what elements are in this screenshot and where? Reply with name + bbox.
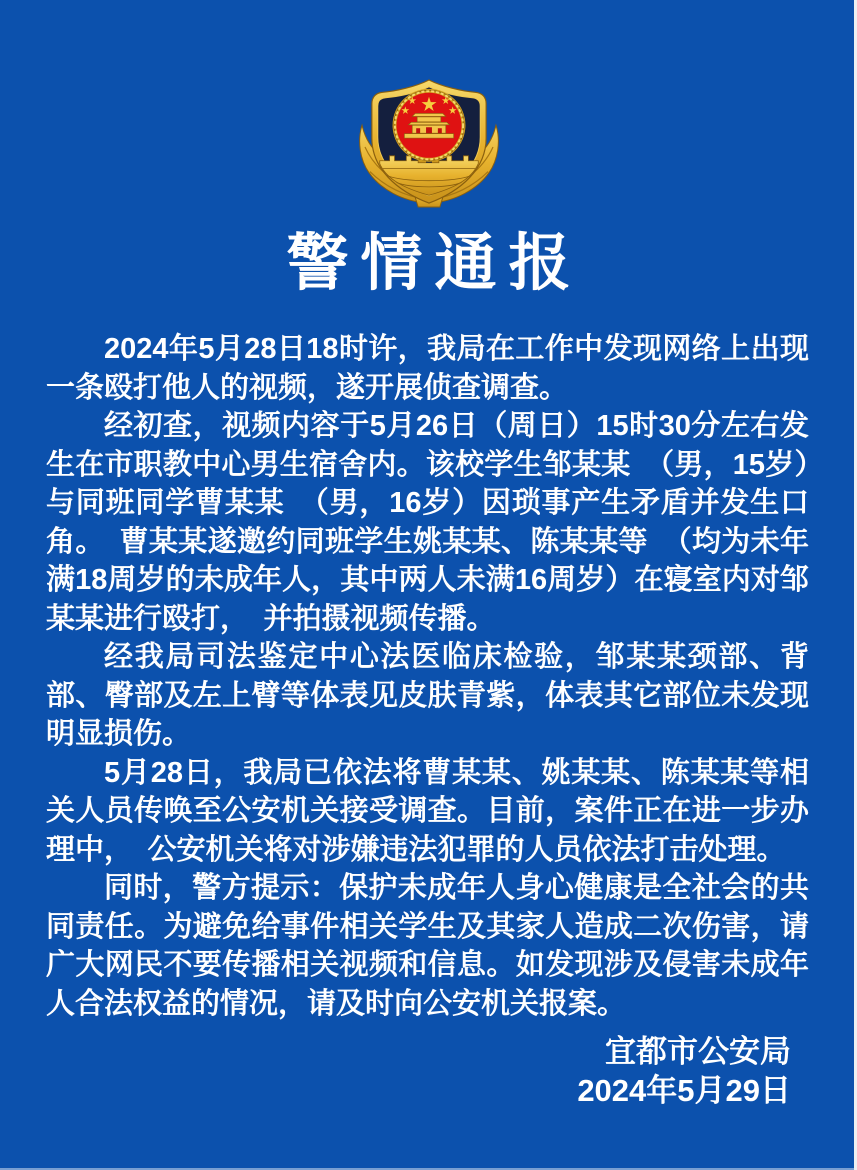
notice-title: 警情通报 [286,230,583,298]
police-badge-emblem [345,78,513,210]
notice-paragraph: 5月28日，我局已依法将曹某某、姚某某、陈某某等相关人员传唤至公安机关接受调查。目前，案件正在进一步办理中， 公安机关将对涉嫌违法犯罪的人员依法打击处理。 [46,756,809,866]
notice-body [46,330,809,1023]
notice-paragraph: 经初查，视频内容于5月26日（周日）15时30分左右发生在市职教中心男生宿舍内。该校学生邹某某 （男，15岁）与同班同学曹某某 （男，16岁）因琐事产生矛盾并发生口角。 曹某某遂邀约同班学生姚某某、陈某某等 （均为未年满18周岁的未成年人，其中两人未满16周岁）在寝室内对邹某某进行殴打， 并拍摄视频传播。 [46,410,809,635]
signature-block [577,1032,791,1110]
badge-national-emblem [392,89,465,162]
signature-date: 2024年5月29日 [577,1073,791,1108]
signature-agency: 宜都市公安局 [605,1034,791,1069]
notice-paragraph: 同时，警方提示：保护未成年人身心健康是全社会的共同责任。为避免给事件相关学生及其家人造成二次伤害，请广大网民不要传播相关视频和信息。如发现涉及侵害未成年人合法权益的情况，请及时向公安机关报案。 [46,872,809,1020]
notice-paragraph: 2024年5月28日18时许，我局在工作中发现网络上出现一条殴打他人的视频，遂开展侦查调查。 [46,333,809,404]
notice-paragraph: 经我局司法鉴定中心法医临床检验，邹某某颈部、背部、臀部及左上臂等体表见皮肤青紫，体表其它部位未发现明显损伤。 [46,641,809,750]
